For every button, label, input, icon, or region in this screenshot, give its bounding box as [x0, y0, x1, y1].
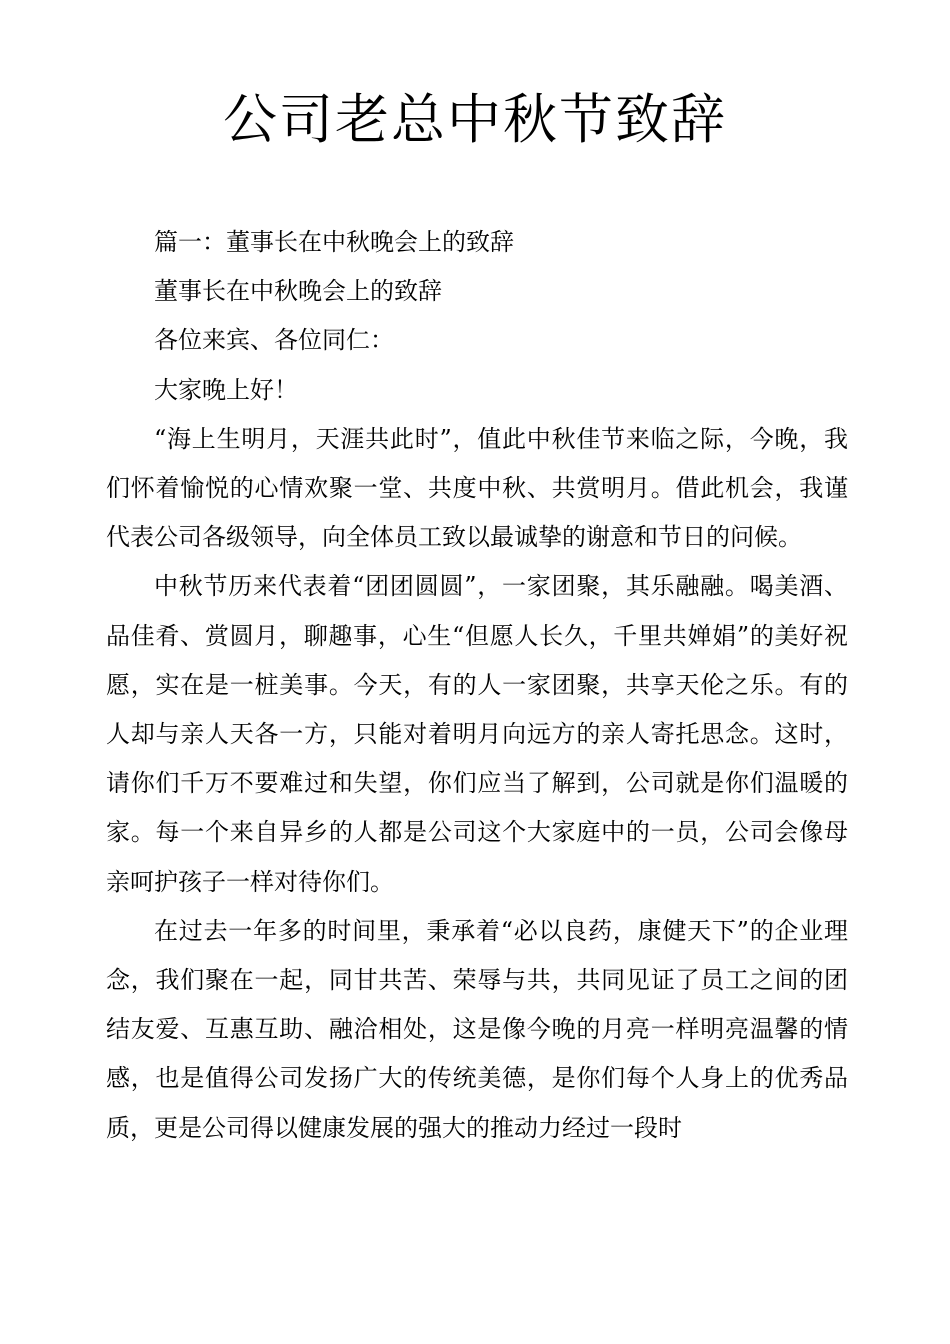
speech-title: 董事长在中秋晚会上的致辞: [154, 277, 442, 306]
body-paragraph: 在过去一年多的时间里，秉承着“必以良药，康健天下”的企业理念，我们聚在一起，同甘共苦、荣辱与共，共同见证了员工之间的团结友爱、互惠互助、融洽相处，这是像今晚的月亮一样明亮温馨的情感，也是值得公司发扬广大的传统美德，是你们每个人身上的优秀品质，更是公司得以健康发展的强大的推动力经过一段时: [106, 916, 848, 1142]
salutation: 各位来宾、各位同仁：: [154, 326, 394, 355]
body-paragraph: 中秋节历来代表着“团团圆圆”，一家团聚，其乐融融。喝美酒、品佳肴、赏圆月，聊趣事，心生“但愿人长久，千里共婵娟”的美好祝愿，实在是一桩美事。今天，有的人一家团聚，共享天伦之乐。有的人却与亲人天各一方，只能对着明月向远方的亲人寄托思念。这时，请你们千万不要难过和失望，你们应当了解到，公司就是你们温暖的家。每一个来自异乡的人都是公司这个大家庭中的一员，公司会像母亲呵护孩子一样对待你们。: [106, 572, 848, 896]
document-title: 公司老总中秋节致辞: [223, 88, 727, 151]
section-heading: 篇一：董事长在中秋晚会上的致辞: [154, 228, 514, 256]
body-paragraph: “海上生明月，天涯共此时”，值此中秋佳节来临之际，今晚，我们怀着愉悦的心情欢聚一堂、共度中秋、共赏明月。借此机会，我谨代表公司各级领导，向全体员工致以最诚挚的谢意和节日的问候。: [106, 424, 848, 552]
greeting: 大家晚上好！: [154, 375, 298, 404]
document-body: [106, 218, 848, 1153]
